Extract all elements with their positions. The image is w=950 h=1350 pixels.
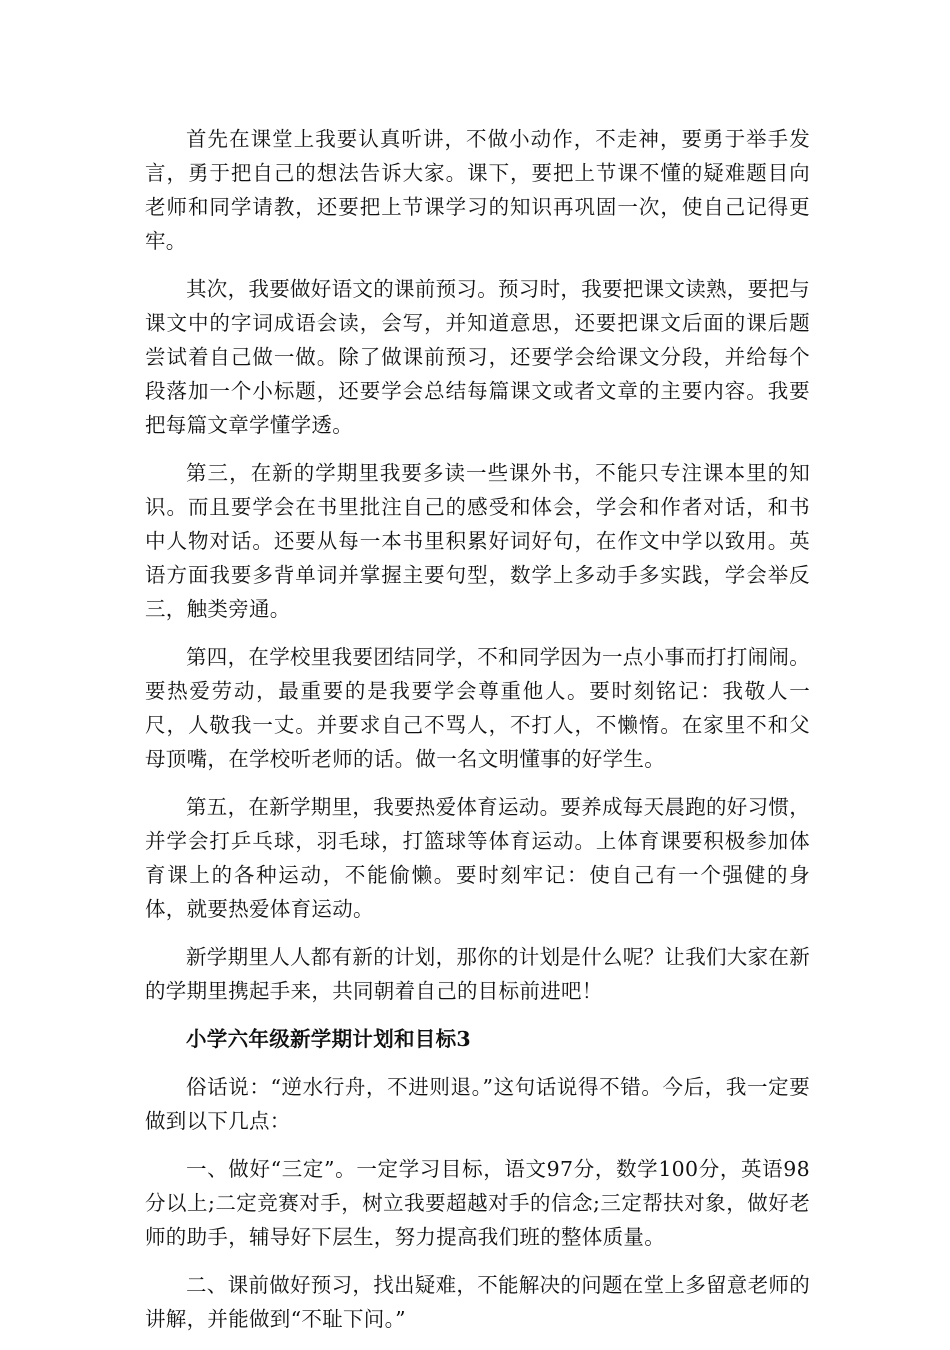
paragraph-proverb: 俗话说：“逆水行舟，不进则退。”这句话说得不错。今后，我一定要做到以下几点： xyxy=(145,1075,810,1133)
paragraph-extracurricular-reading: 第三，在新的学期里我要多读一些课外书，不能只专注课本里的知识。而且要学会在书里批注自己的感受和体会，学会和作者对话，和书中人物对话。还要从每一本书里积累好词好句，在作文中学以致用。英语方面我要多背单词并掌握主要句型，数学上多动手多实践，学会举反三，触类旁通。 xyxy=(145,461,810,621)
paragraph-preview-chinese: 其次，我要做好语文的课前预习。预习时，我要把课文读熟，要把与课文中的字词成语会读，会写，并知道意思，还要把课文后面的课后题尝试着自己做一做。除了做课前预习，还要学会给课文分段，并给每个段落加一个小标题，还要学会总结每篇课文或者文章的主要内容。我要把每篇文章学懂学透。 xyxy=(145,277,810,437)
paragraph-three-goals: 一、做好“三定”。一定学习目标，语文97分，数学100分，英语98分以上;二定竞赛对手，树立我要超越对手的信念;三定帮扶对象，做好老师的助手，辅导好下层生，努力提高我们班的整体质量。 xyxy=(145,1157,810,1249)
section-heading: 小学六年级新学期计划和目标3 xyxy=(186,1027,471,1051)
document-page xyxy=(145,122,810,1350)
paragraph-unite-classmates: 第四，在学校里我要团结同学，不和同学因为一点小事而打打闹闹。要热爱劳动，最重要的是我要学会尊重他人。要时刻铭记：我敬人一尺，人敬我一丈。并要求自己不骂人，不打人，不懒惰。在家里不和父母顶嘴，在学校听老师的话。做一名文明懂事的好学生。 xyxy=(145,645,810,771)
paragraph-preview-before-class: 二、课前做好预习，找出疑难，不能解决的问题在堂上多留意老师的讲解，并能做到“不耻下问。” xyxy=(145,1273,810,1331)
paragraph-sports: 第五，在新学期里，我要热爱体育运动。要养成每天晨跑的好习惯，并学会打乒乓球，羽毛球，打篮球等体育运动。上体育课要积极参加体育课上的各种运动，不能偷懒。要时刻牢记：使自己有一个强健的身体，就要热爱体育运动。 xyxy=(145,795,810,921)
paragraph-conclusion: 新学期里人人都有新的计划，那你的计划是什么呢？让我们大家在新的学期里携起手来，共同朝着自己的目标前进吧！ xyxy=(145,945,810,1003)
paragraph-listen-in-class: 首先在课堂上我要认真听讲，不做小动作，不走神，要勇于举手发言，勇于把自己的想法告诉大家。课下，要把上节课不懂的疑难题目向老师和同学请教，还要把上节课学习的知识再巩固一次，使自己记得更牢。 xyxy=(145,127,810,253)
